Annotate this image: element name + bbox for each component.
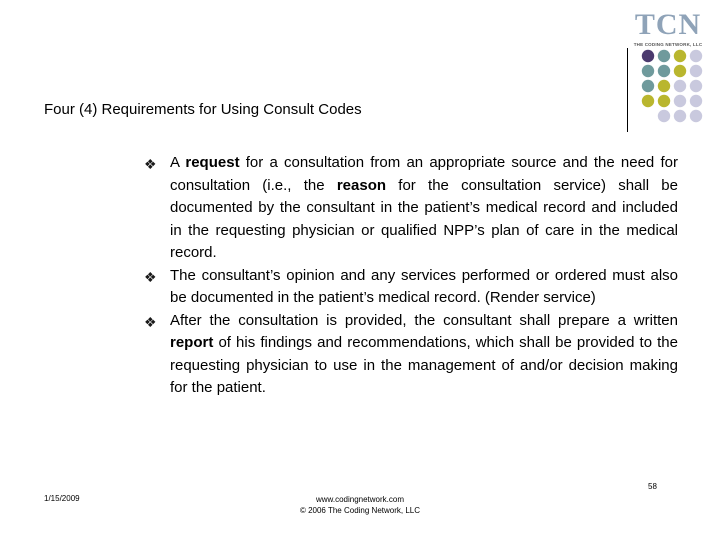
decorative-dot xyxy=(674,65,686,77)
decorative-dot xyxy=(658,65,670,77)
checkmark-diamond-bullet-icon: ❖ xyxy=(144,313,157,330)
decorative-dot xyxy=(642,65,654,77)
logo-text: TCN xyxy=(634,8,702,41)
decorative-dot xyxy=(690,80,702,92)
decorative-dot xyxy=(658,80,670,92)
decorative-dot xyxy=(674,95,686,107)
decorative-dot xyxy=(690,65,702,77)
decorative-dot xyxy=(658,50,670,62)
checkmark-diamond-bullet-icon: ❖ xyxy=(144,156,157,172)
footer-date: 1/15/2009 xyxy=(44,494,80,503)
company-logo xyxy=(630,8,706,48)
bullet-text: A request for a consultation from an appropriate source and the need for consultation (i.e., the reason for the consultation service) shall be documented by the consultant in the patient’s medical record and included in the requesting physician or qualified NPP’s plan of care in the medical record. xyxy=(170,154,678,261)
footer-copyright: © 2006 The Coding Network, LLC xyxy=(299,506,421,515)
slide-title: Four (4) Requirements for Using Consult Codes xyxy=(44,101,362,118)
logo-subtitle: THE CODING NETWORK, LLC xyxy=(633,42,703,47)
decorative-dot xyxy=(690,110,702,122)
decorative-dot-grid xyxy=(640,48,712,124)
decorative-dot xyxy=(690,95,702,107)
footer-url: www.codingnetwork.com xyxy=(315,495,405,504)
decorative-dot xyxy=(674,80,686,92)
decorative-dot xyxy=(642,95,654,107)
header-divider-line xyxy=(627,48,628,132)
decorative-dot xyxy=(658,95,670,107)
decorative-dot xyxy=(690,50,702,62)
bullet-text: After the consultation is provided, the consultant shall prepare a written report of his findings and recommendations, which shall be provided to the requesting physician to use in the management of and/or decision making for the patient. xyxy=(170,311,678,396)
bullet-item xyxy=(144,152,678,265)
checkmark-diamond-bullet-icon: ❖ xyxy=(144,268,157,285)
bullet-text: The consultant’s opinion and any services performed or ordered must also be documented in the patient’s medical record. (Render service) xyxy=(170,266,678,306)
decorative-dot xyxy=(642,50,654,62)
bullet-item xyxy=(144,310,678,400)
bullet-item xyxy=(144,265,678,310)
bullet-list xyxy=(144,152,678,400)
footer-center xyxy=(240,494,480,516)
decorative-dot xyxy=(674,110,686,122)
page-number: 58 xyxy=(648,482,657,491)
decorative-dot xyxy=(642,80,654,92)
decorative-dot xyxy=(658,110,670,122)
decorative-dot xyxy=(674,50,686,62)
